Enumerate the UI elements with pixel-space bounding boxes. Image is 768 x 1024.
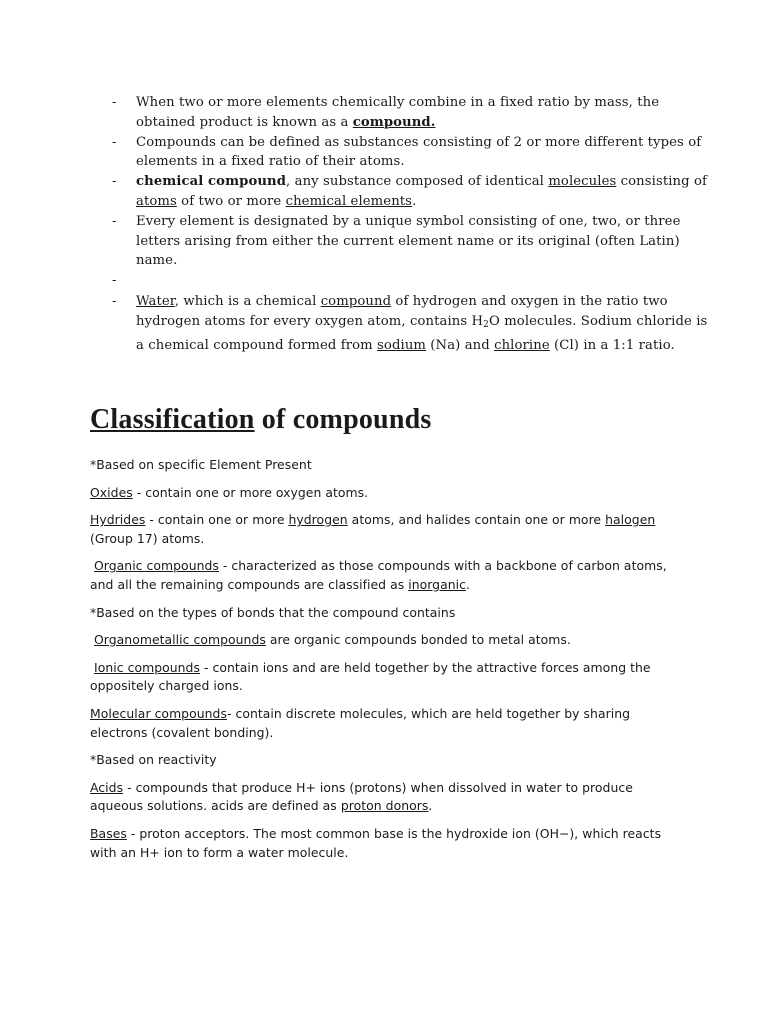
paragraph-text: . — [466, 576, 470, 592]
paragraph-bases — [90, 825, 690, 862]
organometallic-compounds-link[interactable]: Organometallic compounds — [94, 632, 266, 648]
proton-donors-link[interactable]: proton donors — [340, 798, 429, 814]
classification-link[interactable]: Classification — [90, 404, 255, 435]
category-note: *Based on reactivity — [90, 752, 217, 768]
subscript: 2 — [483, 319, 489, 330]
compound-link[interactable]: compound — [320, 294, 392, 310]
bullet-text: , which is a chemical — [174, 294, 321, 310]
paragraph-organometallic — [90, 631, 690, 650]
paragraph-text: - contain one or more oxygen atoms. — [132, 484, 369, 500]
paragraph-text: atoms, and halides contain one or more — [347, 512, 606, 528]
bullet-text: , any substance composed of identical — [286, 174, 549, 190]
bases-link[interactable]: Bases — [90, 825, 127, 841]
paragraph-text: - proton acceptors. The most common base is the hydroxide ion (OH−), which reacts with an H+ ion to form a water molecule. — [90, 825, 662, 860]
chlorine-link[interactable]: chlorine — [494, 337, 550, 353]
paragraph-oxides — [90, 484, 690, 503]
molecules-link[interactable]: molecules — [548, 174, 617, 190]
list-item — [112, 93, 712, 133]
category-note: *Based on specific Element Present — [90, 457, 312, 472]
heading-rest: of compounds — [254, 404, 432, 435]
chemical-compound-term: chemical compound — [136, 174, 287, 190]
list-item — [112, 172, 712, 212]
bullet-text: O molecules. Sodium chloride is a chemical compound formed from — [136, 313, 708, 353]
bullet-dash: - — [112, 213, 117, 229]
paragraph-acids — [90, 779, 690, 816]
paragraph-hydrides — [90, 511, 690, 548]
bullet-text: (Cl) in a 1:1 ratio. — [549, 337, 675, 353]
bullet-text: of two or more — [176, 193, 286, 209]
hydrides-link[interactable]: Hydrides — [90, 512, 146, 528]
chemical-elements-link[interactable]: chemical elements — [285, 193, 413, 209]
bullet-text: Every element is designated by a unique symbol consisting of one, two, or three letters arising from either the current element name or its original (often Latin) name. — [136, 213, 681, 269]
paragraph-text: - compounds that produce H+ ions (protons) when dissolved in water to produce aqueous solutions. acids are defined as — [90, 779, 633, 814]
bullet-text: of hydrogen and oxygen in the ratio two hydrogen atoms for every oxygen atom, contains H — [136, 294, 668, 329]
paragraph-molecular — [90, 705, 690, 742]
ionic-compounds-link[interactable]: Ionic compounds — [94, 659, 200, 675]
bullet-text: consisting of — [616, 174, 707, 190]
paragraph-text: - characterized as those compounds with a backbone of carbon atoms, and all the remaining compounds are classified as — [90, 558, 667, 592]
section-heading — [90, 402, 431, 438]
paragraph-text: - contain one or more — [145, 512, 289, 528]
water-link[interactable]: Water — [136, 294, 175, 310]
paragraph-organic — [90, 557, 690, 594]
classification-paragraphs — [90, 456, 690, 871]
bullet-dash: - — [112, 273, 117, 289]
sodium-link[interactable]: sodium — [377, 337, 427, 353]
oxides-link[interactable]: Oxides — [90, 484, 133, 500]
bullet-text: Compounds can be defined as substances consisting of 2 or more different types of elements in a fixed ratio of their atoms. — [136, 134, 702, 170]
list-item — [112, 133, 712, 173]
paragraph-text: - contain discrete molecules, which are held together by sharing electrons (covalent bonding). — [90, 705, 631, 740]
list-item — [112, 212, 712, 271]
halogen-link[interactable]: halogen — [605, 512, 656, 528]
acids-link[interactable]: Acids — [90, 779, 124, 795]
molecular-compounds-link[interactable]: Molecular compounds — [90, 705, 227, 721]
paragraph-text: are organic compounds bonded to metal atoms. — [265, 632, 571, 648]
bullet-dash: - — [112, 294, 117, 310]
bullet-text: When two or more elements chemically combine in a fixed ratio by mass, the obtained product is known as a — [136, 95, 660, 130]
bullet-text: . — [412, 193, 417, 209]
bullet-dash: - — [112, 174, 117, 190]
inorganic-link[interactable]: inorganic — [408, 576, 466, 592]
bullet-dash: - — [112, 95, 117, 110]
paragraph-text: . — [428, 798, 433, 814]
bullet-text: (Na) and — [426, 337, 495, 353]
paragraph-text: - contain ions and are held together by the attractive forces among the oppositely charged ions. — [90, 659, 651, 694]
list-item-empty — [112, 271, 712, 292]
bullet-list — [112, 93, 712, 356]
list-item — [112, 292, 712, 355]
paragraph-ionic — [90, 659, 690, 696]
hydrogen-link[interactable]: hydrogen — [288, 512, 348, 528]
atoms-link[interactable]: atoms — [136, 193, 177, 209]
bullet-dash: - — [112, 134, 117, 150]
paragraph-text: (Group 17) atoms. — [90, 530, 205, 546]
organic-compounds-link[interactable]: Organic compounds — [94, 558, 219, 574]
compound-term: compound. — [352, 114, 436, 130]
category-note: *Based on the types of bonds that the compound contains — [90, 604, 456, 620]
